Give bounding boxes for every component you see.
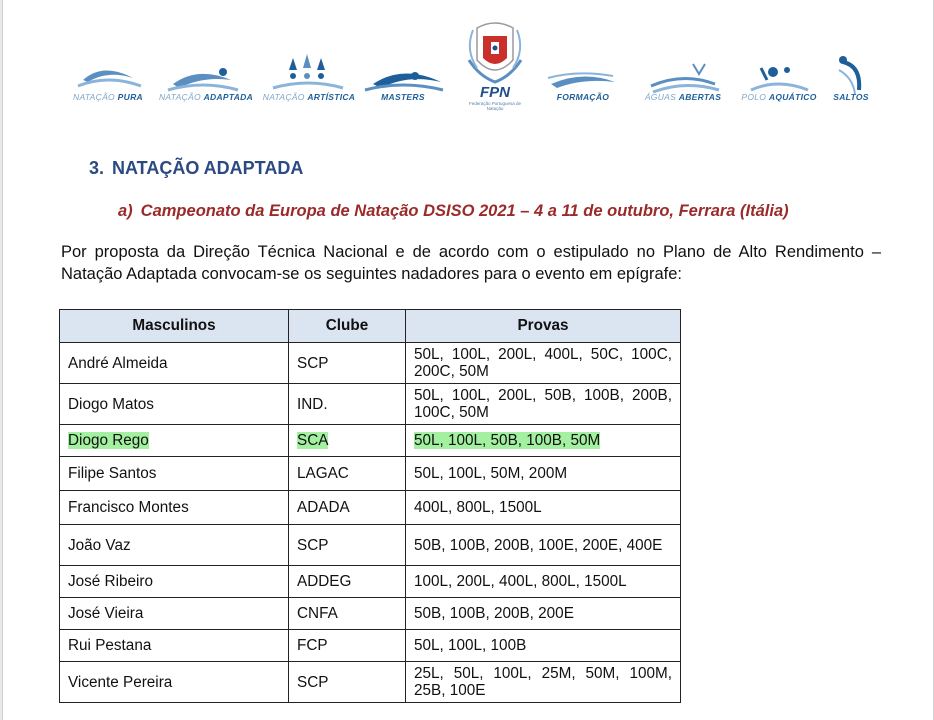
masters-logo-icon [365,72,443,90]
table-row [60,630,681,662]
athlete-club: FCP [289,630,406,662]
aguas-abertas-logo-icon [651,64,719,92]
discipline-logos [3,0,933,140]
athlete-name: Vicente Pereira [60,662,289,703]
fpn-logo-text: FPN [480,84,510,101]
table-row-highlighted [60,425,681,457]
table-row [60,662,681,703]
athlete-club: ADDEG [289,566,406,598]
subsection-title: Campeonato da Europa de Natação DSISO 2021 – 4 a 11 de outubro, Ferrara (Itália) [140,202,789,220]
natacao-artistica-logo-icon [273,54,343,88]
athlete-name: André Almeida [60,343,289,384]
table-row [60,457,681,491]
discipline-label-formacao: FORMAÇÃO [556,92,610,102]
subsection-heading [118,202,789,221]
athlete-name: Francisco Montes [60,491,289,525]
natacao-pura-logo-icon [78,70,141,86]
intro-paragraph: Por proposta da Direção Técnica Nacional e de acordo com o estipulado no Plano de Alto Rendimento – Natação Adaptada convocam-se os seguintes nadadores para o evento em epígrafe: [61,243,881,283]
athlete-events: 100L, 200L, 400L, 800L, 1500L [406,566,681,598]
discipline-label-saltos: SALTOS [833,92,869,102]
discipline-label-masters: MASTERS [381,92,425,102]
discipline-label-natacao-artistica: NATAÇÃO ARTÍSTICA [262,92,356,102]
formacao-logo-icon [548,73,615,88]
highlight-mark: Diogo Rego [68,432,149,449]
subsection-letter: a) [118,202,133,220]
athlete-events: 50L, 100L, 100B [406,630,681,662]
table-row [60,525,681,566]
section-heading [89,158,303,179]
athlete-club: SCP [289,662,406,703]
table-row [60,598,681,630]
header-provas: Provas [406,310,681,343]
athlete-events: 25L, 50L, 100L, 25M, 50M, 100M, 25B, 100E [406,662,681,703]
fpn-logo-subtitle: Federação Portuguesa de Natação [468,101,522,111]
section-number: 3. [89,158,105,178]
polo-aquatico-logo-icon [751,67,808,90]
discipline-label-aguas-abertas: ÁGUAS ABERTAS [644,92,722,102]
header-banner [3,0,933,140]
athlete-events: 50L, 100L, 200L, 400L, 50C, 100C, 200C, 50M [406,343,681,384]
saltos-logo-icon [839,56,859,94]
athlete-name: José Ribeiro [60,566,289,598]
convocation-table [59,309,681,703]
highlight-mark: SCA [297,432,329,449]
athlete-name: Rui Pestana [60,630,289,662]
section-title: NATAÇÃO ADAPTADA [112,158,304,178]
table-row [60,566,681,598]
athlete-club: LAGAC [289,457,406,491]
discipline-label-natacao-adaptada: NATAÇÃO ADAPTADA [158,92,254,102]
athlete-club: SCP [289,343,406,384]
header-clube: Clube [289,310,406,343]
athlete-name [60,425,289,457]
fpn-crest-icon [469,23,521,82]
athlete-events: 400L, 800L, 1500L [406,491,681,525]
table-row [60,343,681,384]
athlete-name: João Vaz [60,525,289,566]
highlight-mark: 50L, 100L, 50B, 100B, 50M [414,432,601,449]
athlete-events: 50L, 100L, 200L, 50B, 100B, 200B, 100C, 50M [406,384,681,425]
athlete-name: Diogo Matos [60,384,289,425]
athlete-club [289,425,406,457]
athlete-events: 50B, 100B, 200B, 200E [406,598,681,630]
athlete-events: 50L, 100L, 50M, 200M [406,457,681,491]
table-header-row [60,310,681,343]
athlete-events: 50B, 100B, 200B, 100E, 200E, 400E [406,525,681,566]
athlete-club: SCP [289,525,406,566]
athlete-club: CNFA [289,598,406,630]
table-row [60,384,681,425]
discipline-label-polo-aquatico: POLO AQUÁTICO [741,92,817,102]
table-row [60,491,681,525]
discipline-label-natacao-pura: NATAÇÃO PURA [73,92,143,102]
header-masculinos: Masculinos [60,310,289,343]
natacao-adaptada-logo-icon [168,68,238,90]
athlete-name: José Vieira [60,598,289,630]
athlete-club: ADADA [289,491,406,525]
document-page [2,0,934,720]
athlete-name: Filipe Santos [60,457,289,491]
athlete-club: IND. [289,384,406,425]
athlete-events [406,425,681,457]
